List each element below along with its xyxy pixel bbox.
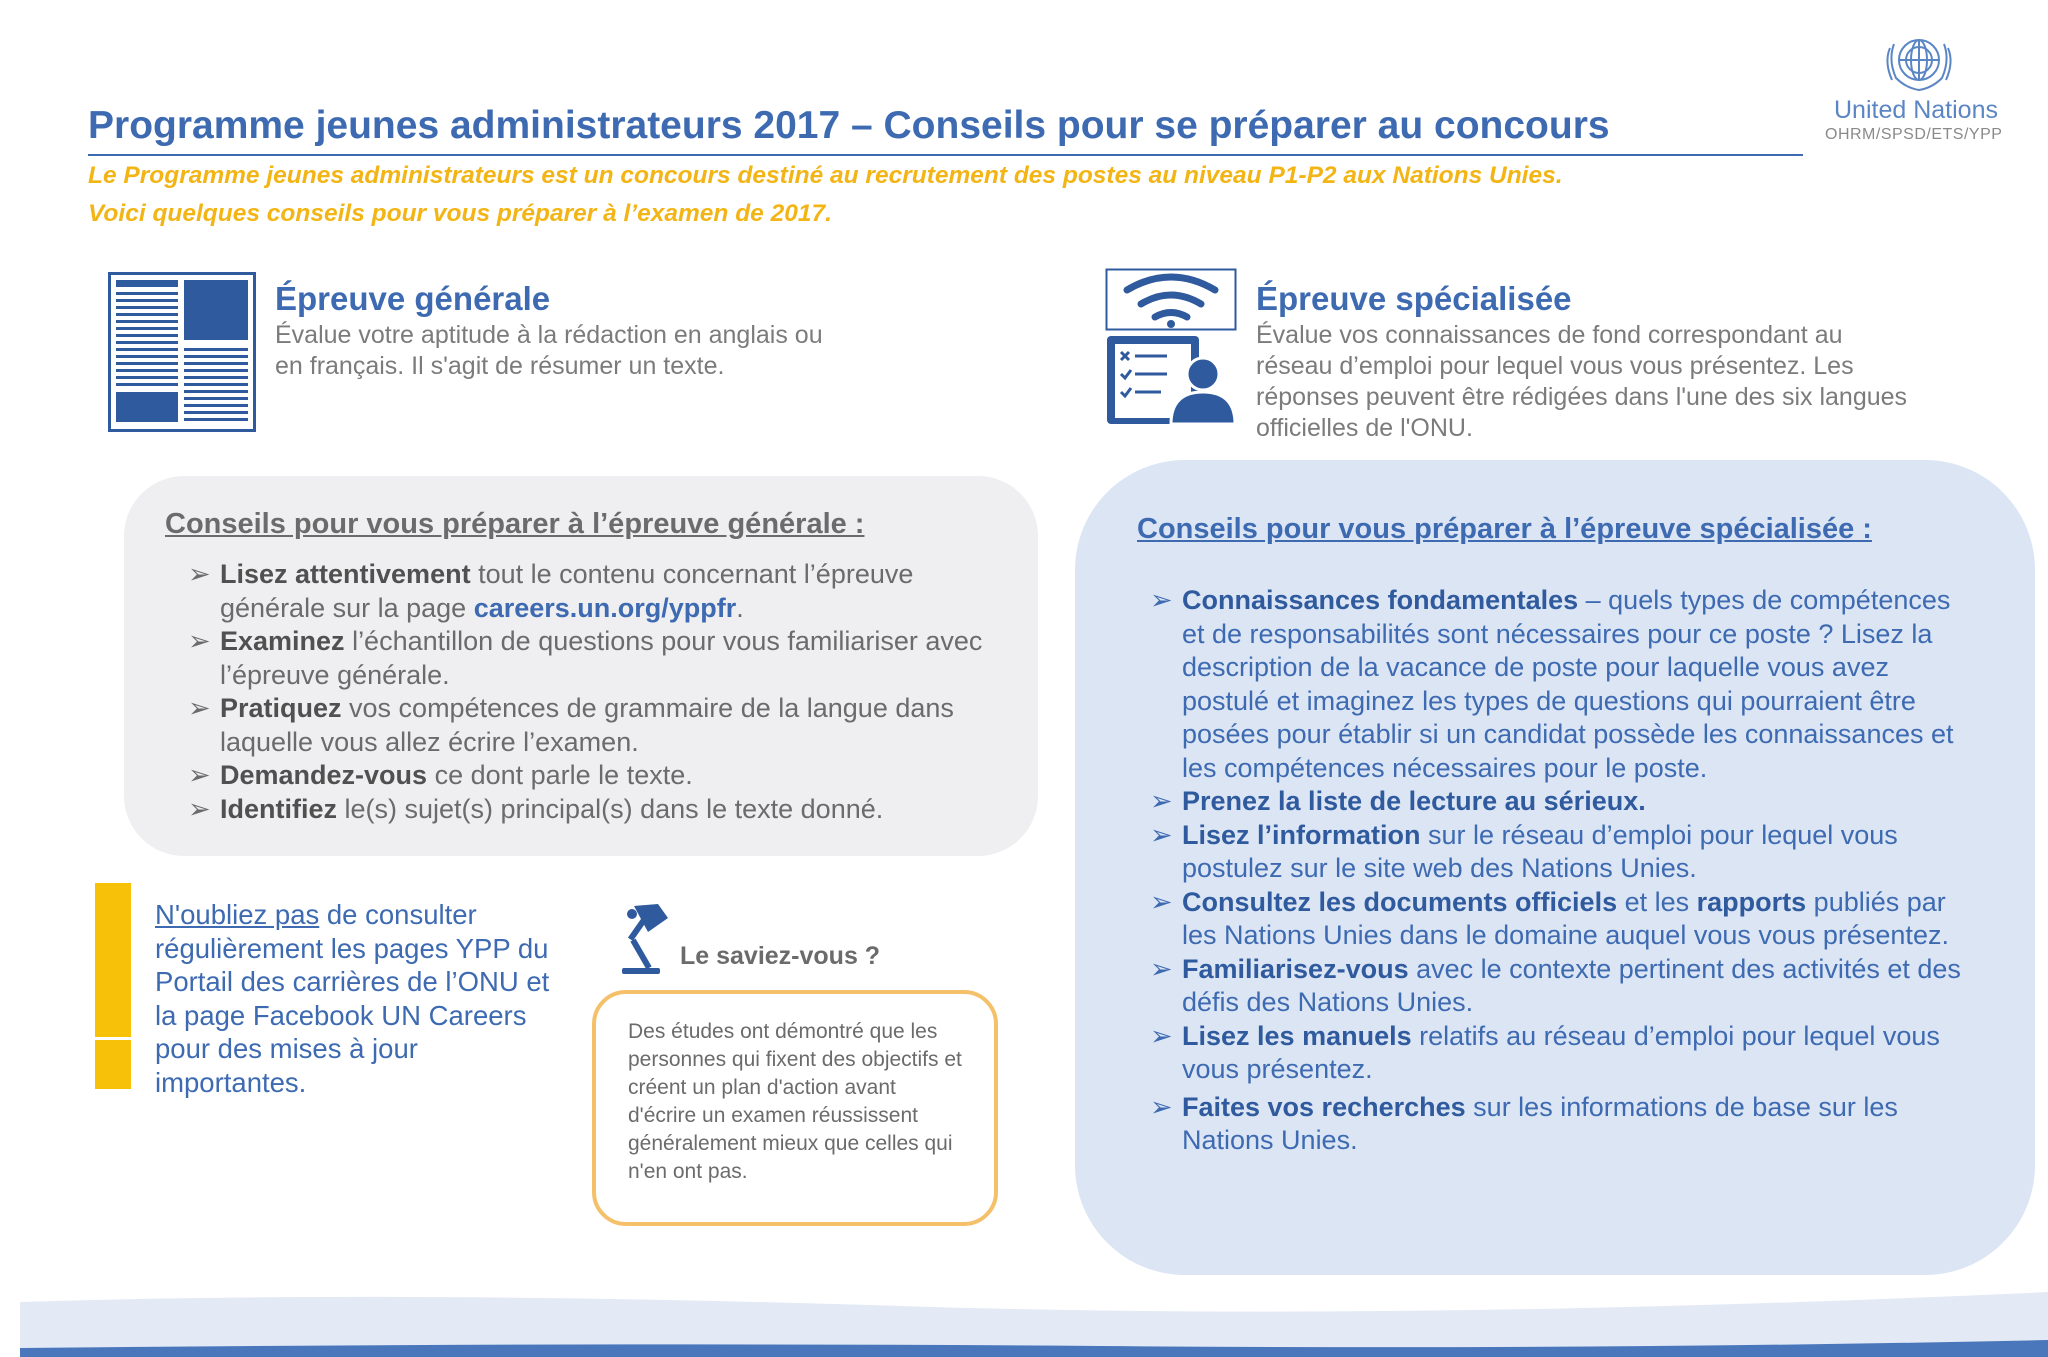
list-item: ➢ Lisez l’information sur le réseau d’emploi pour lequel vous postulez sur le site web des Nations Unies. xyxy=(1150,819,1898,883)
reminder-accent-bar xyxy=(95,883,131,1089)
arrow-bullet-icon: ➢ xyxy=(188,559,211,589)
did-you-know-box xyxy=(592,990,998,1226)
page-title: Programme jeunes administrateurs 2017 – Conseils pour se préparer au concours xyxy=(88,104,1803,156)
list-item: ➢ Consultez les documents officiels et les rapports publiés par les Nations Unies dans le domaine auquel vous vous présentez. xyxy=(1150,886,1949,950)
list-item: ➢ Demandez-vous ce dont parle le texte. xyxy=(188,759,1008,793)
arrow-bullet-icon: ➢ xyxy=(188,793,211,824)
list-item: ➢ Lisez les manuels relatifs au réseau d’emploi pour lequel vous vous présentez. xyxy=(1150,1020,1940,1084)
un-emblem-icon xyxy=(1880,30,1958,94)
specialized-exam-title: Épreuve spécialisée xyxy=(1256,280,1572,317)
specialized-tips-list xyxy=(1150,584,1980,1158)
intro-line-2: Voici quelques conseils pour vous préparer à l’examen de 2017. xyxy=(88,200,832,227)
list-item: ➢ Familiarisez-vous avec le contexte pertinent des activités et des défis des Nations Unies. xyxy=(1150,953,1961,1017)
arrow-bullet-icon: ➢ xyxy=(188,626,211,656)
list-item: ➢ Identifiez le(s) sujet(s) principal(s) dans le texte donné. xyxy=(188,793,1008,827)
specialized-tips-title: Conseils pour vous préparer à l’épreuve spécialisée : xyxy=(1137,513,1872,545)
list-item: ➢ Faites vos recherches sur les informations de base sur les Nations Unies. xyxy=(1150,1091,1898,1155)
org-name: United Nations xyxy=(1834,96,1998,124)
arrow-bullet-icon: ➢ xyxy=(1150,819,1173,850)
org-subtitle: OHRM/SPSD/ETS/YPP xyxy=(1825,126,2003,143)
general-exam-title: Épreuve générale xyxy=(275,280,551,317)
list-item: ➢ Pratiquez vos compétences de grammaire de la langue dans laquelle vous allez écrire l’examen. xyxy=(188,693,954,757)
arrow-bullet-icon: ➢ xyxy=(1150,1091,1173,1122)
did-you-know-title: Le saviez-vous ? xyxy=(680,942,881,970)
intro-line-1: Le Programme jeunes administrateurs est un concours destiné au recrutement des postes au niveau P1-P2 aux Nations Unies. xyxy=(88,162,1563,189)
general-exam-description: Évalue votre aptitude à la rédaction en anglais ou en français. Il s'agit de résumer un texte. xyxy=(275,321,823,380)
arrow-bullet-icon: ➢ xyxy=(1150,953,1173,984)
document-icon xyxy=(108,272,256,432)
arrow-bullet-icon: ➢ xyxy=(1150,886,1173,917)
footer-wave-decoration xyxy=(0,1282,2048,1357)
reminder-text: N'oubliez pas de consulter régulièrement les pages YPP du Portail des carrières de l’ONU et la page Facebook UN Careers pour des mises à jour importantes. xyxy=(155,899,550,1098)
specialized-exam-description: Évalue vos connaissances de fond correspondant au réseau d’emploi pour lequel vous vous présentez. Les réponses peuvent être rédigées dans l'une des six langues officielles de l'ONU. xyxy=(1256,321,1908,442)
online-exam-icon xyxy=(1105,268,1237,426)
arrow-bullet-icon: ➢ xyxy=(1150,1020,1173,1051)
general-tips-list xyxy=(188,558,1008,826)
arrow-bullet-icon: ➢ xyxy=(188,760,211,790)
list-item: ➢ Prenez la liste de lecture au sérieux. xyxy=(1150,785,1980,819)
list-item: ➢ Connaissances fondamentales – quels types de compétences et de responsabilités sont nécessaires pour ce poste ? Lisez la description de la vacance de poste pour laquelle vous avez postulé et imaginez les types de questions qui pourraient être posées pour établir si un candidat possède les connaissances et les compétences nécessaires pour le poste. xyxy=(1150,585,1954,783)
careers-link[interactable]: careers.un.org/yppfr xyxy=(473,592,737,623)
arrow-bullet-icon: ➢ xyxy=(1150,786,1173,816)
desk-lamp-icon xyxy=(618,902,682,976)
arrow-bullet-icon: ➢ xyxy=(188,693,211,723)
arrow-bullet-icon: ➢ xyxy=(1150,585,1173,615)
list-item: ➢ Examinez l’échantillon de questions pour vous familiariser avec l’épreuve générale. xyxy=(188,626,983,690)
general-tips-title: Conseils pour vous préparer à l’épreuve générale : xyxy=(165,508,865,540)
reminder-accent-divider xyxy=(95,1037,131,1040)
did-you-know-text: Des études ont démontré que les personnes qui fixent des objectifs et créent un plan d'action avant d'écrire un examen réussissent généralement mieux que celles qui n'en ont pas. xyxy=(628,1020,962,1183)
list-item: ➢ Lisez attentivement tout le contenu concernant l’épreuve générale sur la page careers.un.org/yppfr. xyxy=(188,559,914,623)
